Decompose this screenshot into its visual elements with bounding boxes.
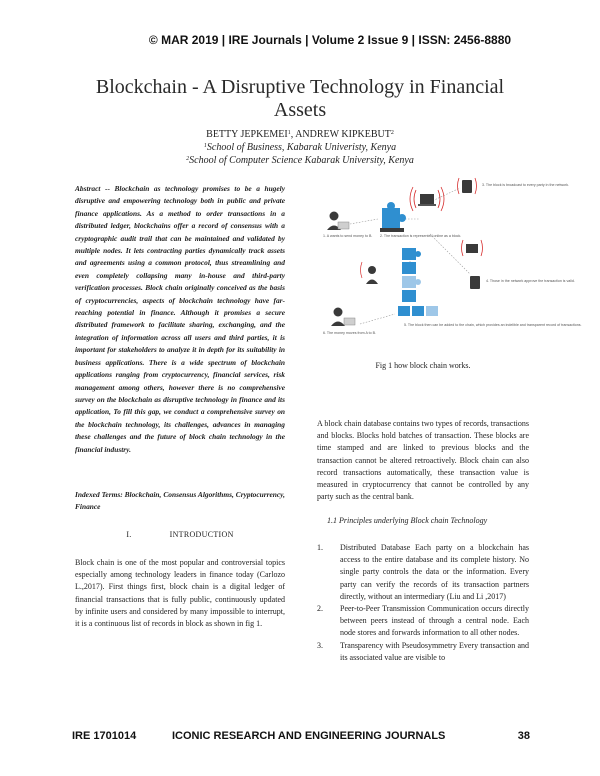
figure-label: 5. The block then can be added to the chain, which provides an indelible and transparent record of transactions. (404, 323, 582, 327)
author-sup: 1 (287, 130, 291, 136)
list-item (317, 542, 529, 603)
author-block (100, 128, 500, 167)
intro-paragraph: Block chain is one of the most popular and controversial topics especially among technology leaders in finance today (Carlozo L.,2017). First things first, block chain is a digital ledger of financial transactions that is fully public, continuously updated by infinite users and considered by many impossible to interrupt, it is a continuous list of records in block as shown in fig 1. (75, 558, 285, 629)
section-heading (75, 530, 285, 539)
person-icon (361, 262, 379, 284)
person-b-icon (331, 308, 355, 327)
figure-label: 4. Those in the network approve the transaction is valid. (486, 279, 575, 283)
subsection-heading: 1.1 Principles underlying Block chain Technology (327, 516, 488, 525)
affiliation-text: School of Business, Kabarak Univeristy, Kenya (206, 142, 397, 153)
list-item (317, 640, 529, 664)
footer-journal: ICONIC RESEARCH AND ENGINEERING JOURNALS (172, 730, 446, 742)
figure-label: 1. A wants to send money to B. (323, 234, 373, 238)
list-number: 3. (317, 640, 323, 650)
figure-label: 6. The money moves from A to B. (323, 331, 377, 335)
journal-header: © MAR 2019 | IRE Journals | Volume 2 Issue 9 | ISSN: 2456-8880 (148, 33, 512, 47)
affiliation (100, 154, 500, 167)
indexed-terms: Indexed Terms: Blockchain, Consensus Algorithms, Cryptocurrency, Finance (75, 490, 285, 511)
list-number: 2. (317, 604, 323, 614)
figure-caption: Fig 1 how block chain works. (375, 361, 471, 370)
author-names: BETTY JEPKEMEI$^1$, ANDREW KIPKEBUT$^2$ (206, 129, 394, 140)
author-name: BETTY JEPKEMEI (206, 129, 288, 140)
figure-label: 2. The transaction is represented online as a block. (380, 234, 462, 238)
page-number: 38 (517, 730, 530, 742)
list-number: 1. (317, 543, 323, 552)
transaction-block-icon (380, 202, 406, 232)
figure-label: 3. The block is broadcast to every party in the network. (482, 183, 570, 187)
network-device-icon (462, 240, 483, 289)
principles-list (317, 542, 529, 664)
section-title: INTRODUCTION (169, 530, 234, 539)
abstract: Abstract -- Blockchain as technology promises to be a hugely disruptive and empowering technology both in public and private finance applications. As a method to order transactions in a distributed ledger, blockchains offer a record of consensus with a cryptographic audit trail that can be maintained and validated by multiple nodes. It lets contracting parties dynamically track assets and agreements using a common protocol, thus streamlining and even completely collapsing many in-house and third-party verification processes. Block chain originally conceived as the basis of cryptocurrencies, aspects of blockchain technology have far-reaching potential in finance. Although it promises a secure distributed framework to facilitate sharing, exchanging, and the integration of information across all users and third parties, it is important for stakeholders to analyze it in depth for its suitability in business applications. There is a wide spectrum of blockchain applications ranging from cryptocurrency, financial services, risk management among others, however there is no comprehensive survey on the blockchain as disruptive technology in finance and its application, To fill this gap, we conduct a comprehensive survey on the blockchain technology, its challenges, advances in managing these challenges and the future of block chain technology in the financial industry. (75, 184, 285, 454)
list-item (317, 603, 529, 640)
list-text: Distributed Database Each party on a blockchain has access to the entire database and its complete history. No single party controls the data or the information. Every party can verify the records of its transaction partners directly, without an intermediary (Liu and Li ,2017) (340, 543, 529, 601)
author-sup: 2 (390, 130, 394, 136)
chain-blocks-icon (398, 306, 438, 316)
person-a-icon (327, 212, 349, 231)
block-column-icon (402, 248, 421, 302)
affiliation (100, 141, 500, 154)
list-text: Peer-to-Peer Transmission Communication occurs directly between peers instead of through a central node. Each node stores and forwards information to all other nodes. (340, 604, 529, 638)
paper-title: Blockchain - A Disruptive Technology in Financial Assets (95, 76, 505, 121)
affiliation-sup: 2 (186, 156, 190, 162)
affiliation-sup: 1 (203, 143, 207, 149)
list-text: Transparency with Pseudosymmetry Every transaction and its associated value are visible to (340, 640, 529, 662)
author-name: ANDREW KIPKEBUT (295, 129, 391, 140)
footer-id: IRE 1701014 (72, 730, 137, 742)
section-number: I. (126, 530, 132, 539)
affiliation-text: School of Computer Science Kabarak University, Kenya (189, 155, 414, 166)
blockchain-diagram (320, 174, 582, 350)
body-paragraph: A block chain database contains two types of records, transactions and blocks. Blocks hold batches of transaction. These blocks are time stamped and are linked to previous blocks and the transaction cannot be altered retroactively. Block chain can also record transactions automatically, these transaction value is measured in cryptocurrency that cannot be controlled by any party such as the central bank. (317, 419, 529, 502)
blockchain-figure (320, 174, 582, 350)
network-device-icon (458, 178, 477, 194)
broadcast-laptop-icon (410, 187, 444, 211)
